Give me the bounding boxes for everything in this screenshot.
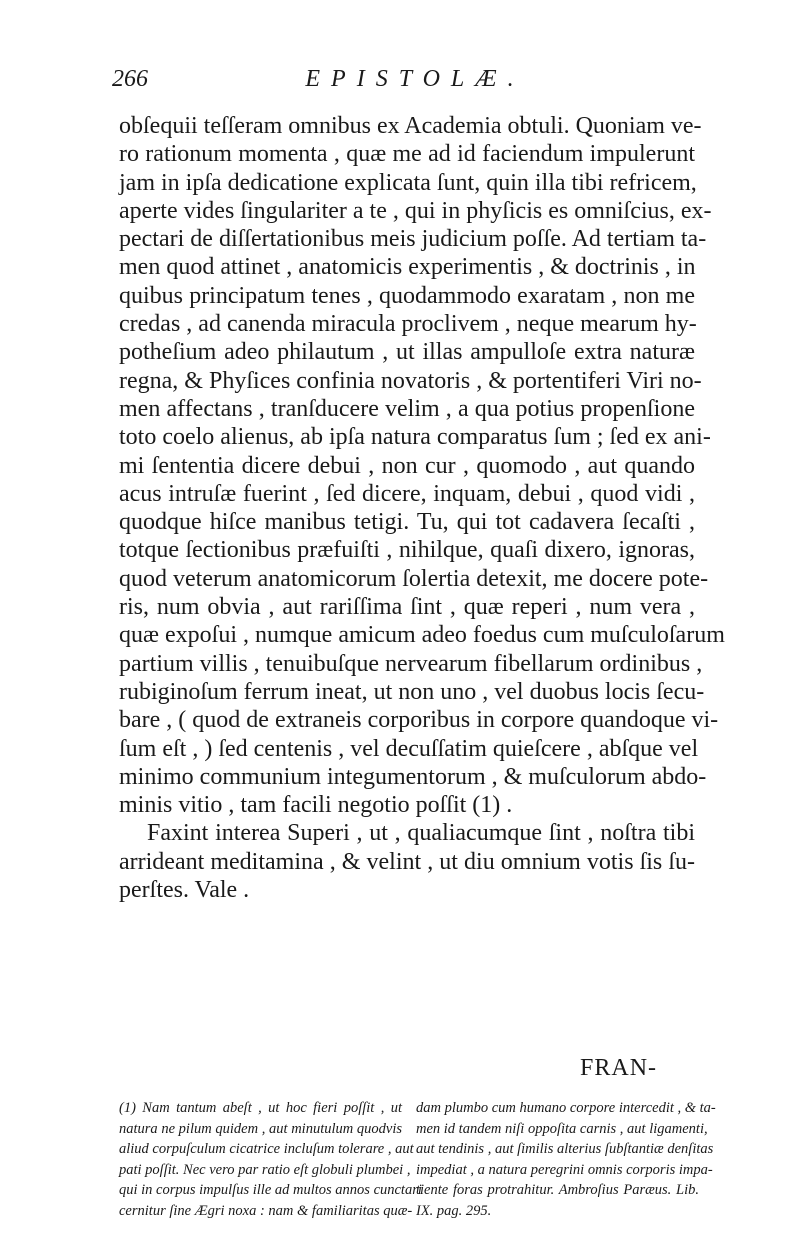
- text-line: arrideant meditamina , & velint , ut diu omnium votis ſis ſu-: [119, 848, 695, 875]
- text-line: pectari de diſſertationibus meis judicium poſſe. Ad tertiam ta-: [119, 226, 707, 253]
- text-line: quod veterum anatomicorum ſolertia detexit, me docere pote-: [119, 565, 709, 592]
- text-line: bare , ( quod de extraneis corporibus in corpore quandoque vi-: [119, 707, 719, 734]
- text-line: Faxint interea Superi , ut , qualiacumque ſint , noſtra tibi: [147, 820, 695, 847]
- text-line: quæ expoſui , numque amicum adeo foedus cum muſculoſarum: [119, 622, 725, 649]
- text-line: minimo communium integumentorum , & muſculorum abdo-: [119, 763, 707, 790]
- footnote-line: pati poſſit. Nec vero par ratio eſt globuli plumbei ,: [119, 1161, 411, 1178]
- footnote-line: aliud corpuſculum cicatrice incluſum tolerare , aut: [119, 1141, 414, 1157]
- text-line: men affectans , tranſducere velim , a qua potius propenſione: [119, 395, 695, 422]
- footnote-line: aut tendinis , aut ſimilis alterius ſubſtantiæ denſitas: [416, 1141, 714, 1157]
- text-line: men quod attinet , anatomicis experimentis , & doctrinis , in: [119, 254, 696, 281]
- footnote-column-left: [119, 1098, 422, 1221]
- page-header: [0, 66, 800, 106]
- footnote-line: (1) Nam tantum abeſt , ut hoc fieri poſſit , ut: [119, 1100, 402, 1116]
- letter-body: [119, 112, 725, 904]
- text-line: acus intruſæ fuerint , ſed dicere, inquam, debui , quod vidi ,: [119, 480, 695, 507]
- text-line: obſequii teſſeram omnibus ex Academia obtuli. Quoniam ve-: [119, 113, 702, 139]
- text-line: toto coelo alienus, ab ipſa natura comparatus ſum ; ſed ex ani-: [119, 424, 711, 451]
- text-line: aperte vides ſingulariter a te , qui in phyſicis es omniſcius, ex-: [119, 197, 712, 224]
- page-number: 266: [112, 66, 148, 92]
- text-line: perſtes. Vale .: [119, 877, 250, 904]
- footnote-line: tiente foras protrahitur. Ambroſius Paræus. Lib.: [416, 1182, 699, 1198]
- footnote-line: cernitur ſine Ægri noxa : nam & familiaritas quæ-: [119, 1202, 413, 1219]
- text-line: regna, & Phyſices confinia novatoris , & portentiferi Viri no-: [119, 367, 702, 394]
- text-line: ro rationum momenta , quæ me ad id faciendum impulerunt: [119, 141, 695, 168]
- text-line: totque ſectionibus præfuiſti , nihilque, quaſi dixero, ignoras,: [119, 537, 695, 564]
- footnote-line: impediat , a natura peregrini omnis corporis impa-: [416, 1161, 713, 1178]
- footnote-line: men id tandem niſi oppoſita carnis , aut ligamenti,: [416, 1120, 708, 1137]
- footnote-line: qui in corpus impulſus ille ad multos annos cunctari: [119, 1182, 422, 1198]
- running-title: EPISTOLÆ.: [305, 66, 525, 92]
- text-line: ris, num obvia , aut rariſſima ſint , quæ reperi , num vera ,: [119, 594, 695, 621]
- footnote-line: IX. pag. 295.: [416, 1202, 492, 1219]
- footnote-line: natura ne pilum quidem , aut minutulum quodvis: [119, 1120, 402, 1137]
- footnote-line: dam plumbo cum humano corpore intercedit , & ta-: [416, 1100, 716, 1116]
- text-line: ſum eſt , ) ſed centenis , vel decuſſatim quieſcere , abſque vel: [119, 735, 699, 762]
- text-line: quibus principatum tenes , quodammodo exaratam , non me: [119, 282, 695, 309]
- text-line: minis vitio , tam facili negotio poſſit (1) .: [119, 792, 513, 819]
- catchword: FRAN-: [580, 1055, 658, 1081]
- text-line: rubiginoſum ferrum ineat, ut non uno , vel duobus locis ſecu-: [119, 678, 705, 705]
- text-line: partium villis , tenuibuſque nervearum fibellarum ordinibus ,: [119, 650, 703, 677]
- footnote-column-right: [416, 1098, 716, 1221]
- text-line: jam in ipſa dedicatione explicata ſunt, quin illa tibi refricem,: [119, 169, 697, 196]
- text-line: mi ſententia dicere debui , non cur , quomodo , aut quando: [119, 452, 695, 479]
- text-line: potheſium adeo philautum , ut illas ampullоſe extra naturæ: [119, 339, 695, 366]
- text-line: credas , ad canenda miracula proclivem , neque mearum hy-: [119, 311, 697, 338]
- text-line: quodque hiſce manibus tetigi. Tu, qui tot cadavera ſecaſti ,: [119, 509, 695, 536]
